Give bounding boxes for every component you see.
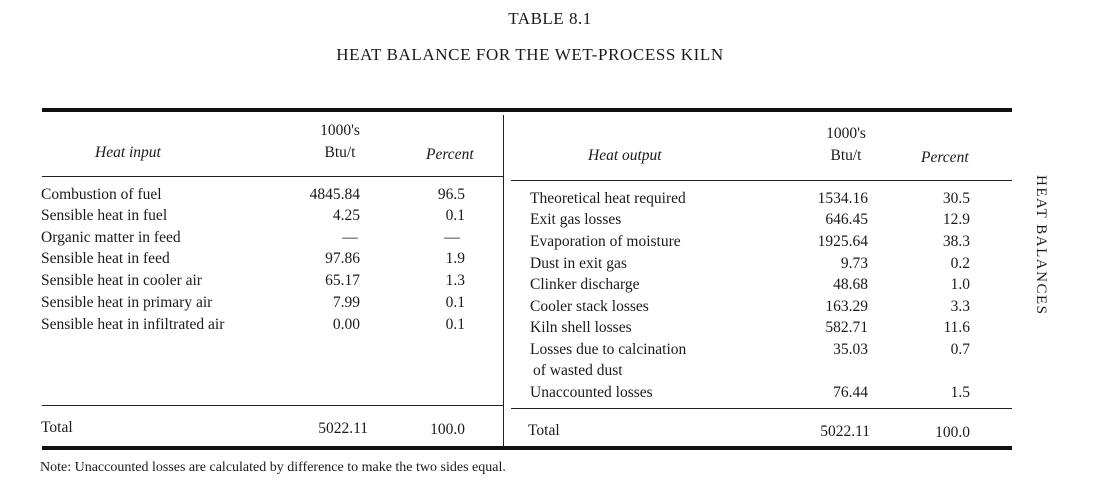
- input-value: 0.00: [332, 316, 360, 333]
- output-header-unit-1: 1000's: [826, 125, 866, 142]
- side-running-head: HEAT BALANCES: [1033, 175, 1049, 316]
- input-value: 7.99: [332, 294, 360, 311]
- input-header-unit-1: 1000's: [320, 122, 360, 139]
- output-value: 35.03: [833, 341, 868, 358]
- output-value: 1534.16: [817, 190, 868, 207]
- input-item: Sensible heat in fuel: [41, 207, 168, 224]
- input-item: Combustion of fuel: [41, 186, 162, 203]
- input-value: —: [342, 229, 358, 246]
- right-header-rule: [511, 180, 1012, 181]
- output-percent: 0.7: [950, 341, 970, 358]
- input-item: Sensible heat in infiltrated air: [41, 316, 225, 333]
- output-item: Exit gas losses: [530, 211, 622, 228]
- input-item: Sensible heat in primary air: [41, 294, 213, 311]
- output-item-continued: of wasted dust: [533, 362, 623, 379]
- output-item: Cooler stack losses: [530, 298, 649, 315]
- output-percent: 3.3: [950, 298, 970, 315]
- input-percent: —: [444, 229, 460, 246]
- output-value: 646.45: [825, 211, 868, 228]
- input-value: 65.17: [325, 272, 360, 289]
- output-value: 48.68: [833, 276, 868, 293]
- output-percent: 1.5: [950, 384, 970, 401]
- output-percent: 0.2: [950, 255, 970, 272]
- output-percent: 12.9: [942, 211, 970, 228]
- left-total-rule: [42, 405, 503, 406]
- input-percent: 0.1: [445, 294, 465, 311]
- input-header-percent: Percent: [426, 146, 474, 163]
- output-percent: 1.0: [950, 276, 970, 293]
- input-percent: 1.3: [445, 272, 465, 289]
- input-value: 97.86: [325, 250, 360, 267]
- input-header-label: Heat input: [95, 144, 161, 161]
- output-header-unit-2: Btu/t: [830, 147, 862, 164]
- input-value: 4845.84: [309, 186, 360, 203]
- input-item: Sensible heat in cooler air: [41, 272, 202, 289]
- output-item: Theoretical heat required: [530, 190, 686, 207]
- input-item: Sensible heat in feed: [41, 250, 170, 267]
- output-header-percent: Percent: [921, 149, 969, 166]
- output-value: 1925.64: [817, 233, 868, 250]
- input-total-percent: 100.0: [430, 421, 465, 438]
- left-header-rule: [42, 176, 503, 177]
- output-item: Unaccounted losses: [530, 384, 653, 401]
- top-rule: [42, 108, 1012, 112]
- output-total-percent: 100.0: [935, 424, 970, 441]
- input-header-unit-2: Btu/t: [324, 144, 356, 161]
- table-note: Note: Unaccounted losses are calculated by difference to make the two sides equal.: [40, 460, 506, 475]
- input-item: Organic matter in feed: [41, 229, 181, 246]
- output-total-label: Total: [528, 422, 560, 439]
- bottom-rule: [42, 446, 1012, 450]
- output-value: 582.71: [825, 319, 868, 336]
- output-item: Evaporation of moisture: [530, 233, 681, 250]
- table-number: TABLE 8.1: [508, 9, 592, 28]
- output-value: 9.73: [840, 255, 868, 272]
- output-value: 76.44: [833, 384, 868, 401]
- input-value: 4.25: [332, 207, 360, 224]
- input-percent: 0.1: [445, 316, 465, 333]
- output-header-label: Heat output: [588, 147, 662, 164]
- output-item: Losses due to calcination: [530, 341, 687, 358]
- output-value: 163.29: [825, 298, 868, 315]
- output-percent: 11.6: [943, 319, 970, 336]
- output-item: Kiln shell losses: [530, 319, 632, 336]
- input-percent: 0.1: [445, 207, 465, 224]
- output-percent: 38.3: [942, 233, 970, 250]
- output-percent: 30.5: [942, 190, 970, 207]
- output-item: Dust in exit gas: [530, 255, 627, 272]
- column-divider: [503, 115, 504, 449]
- right-total-rule: [511, 408, 1012, 409]
- input-total-value: 5022.11: [318, 420, 368, 437]
- output-item: Clinker discharge: [530, 276, 640, 293]
- output-total-value: 5022.11: [820, 423, 870, 440]
- input-percent: 1.9: [445, 250, 465, 267]
- table-title: HEAT BALANCE FOR THE WET-PROCESS KILN: [336, 45, 724, 64]
- input-total-label: Total: [41, 419, 73, 436]
- input-percent: 96.5: [437, 186, 465, 203]
